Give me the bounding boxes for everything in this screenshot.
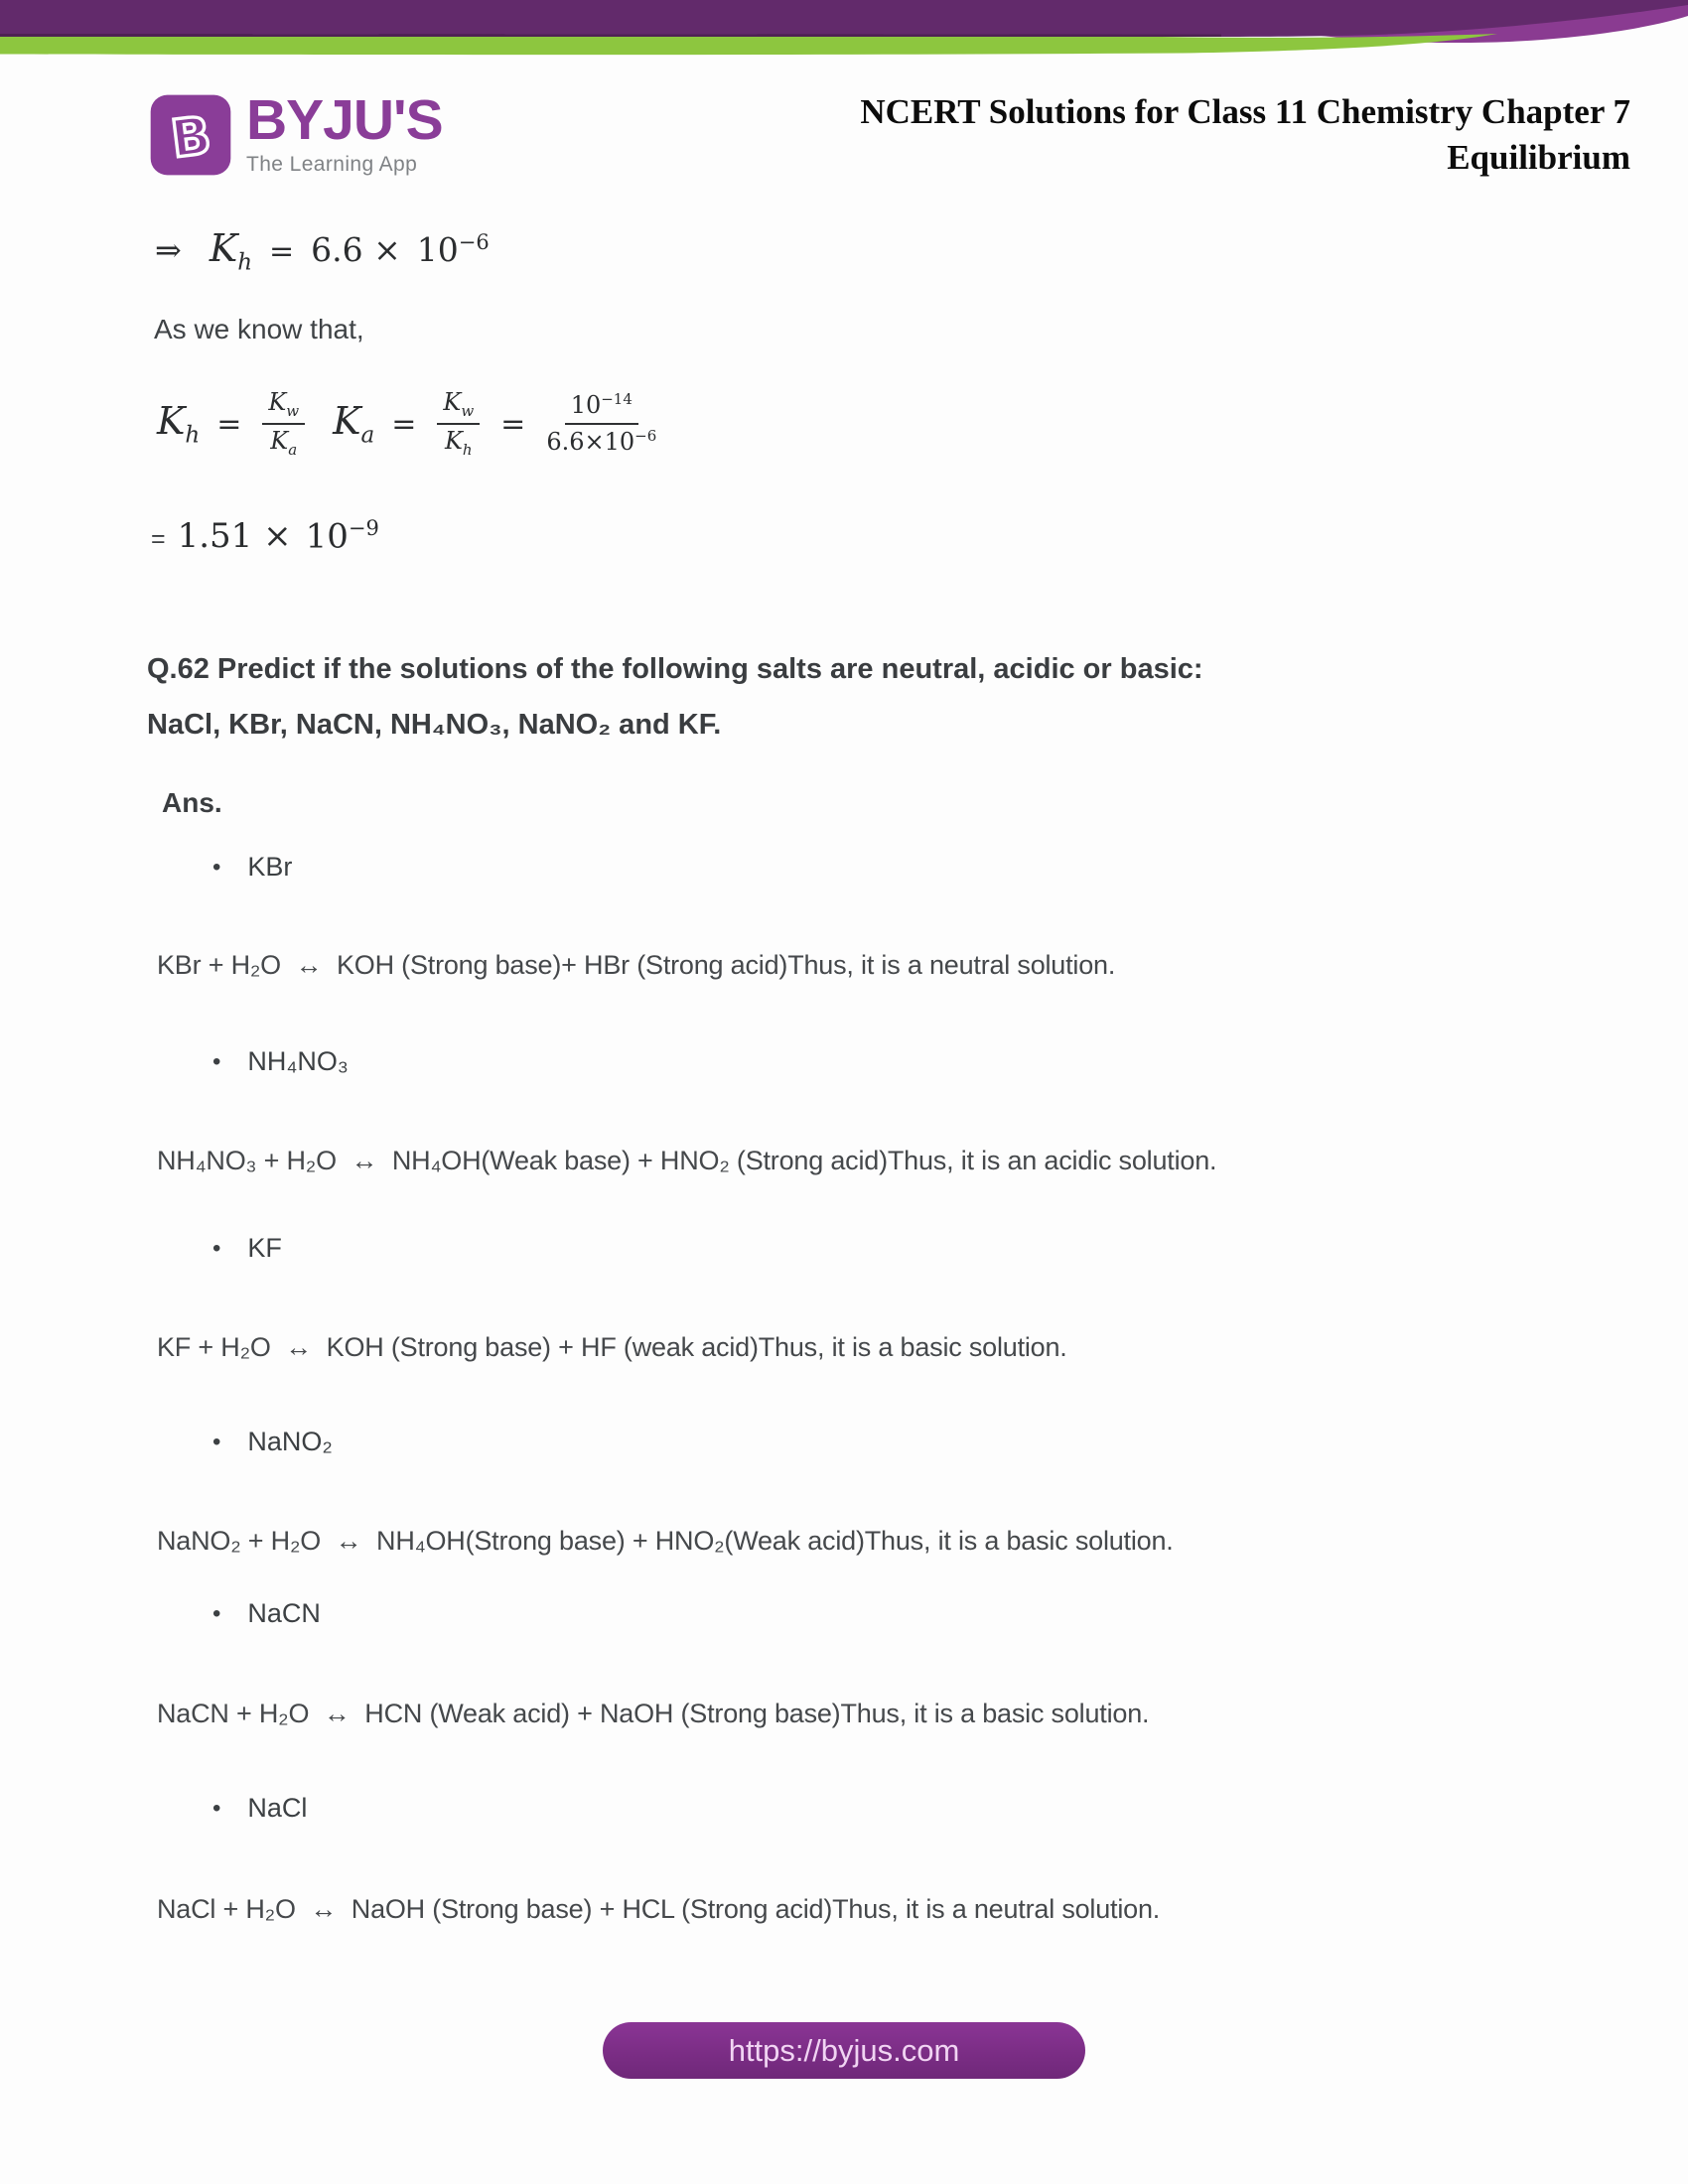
byjus-b-icon (149, 93, 232, 177)
equation-kf: KF + H₂O ↔ KOH (Strong base) + HF (weak acid)Thus, it is a basic solution. (157, 1332, 1067, 1362)
bullet-item-nacl: • NaCl (212, 1793, 307, 1824)
bullet-item-kbr: • KBr (212, 852, 292, 883)
svg-text:B: B (168, 105, 214, 171)
equals-sign: = (216, 406, 242, 442)
variable-kh: $K_h$ (157, 399, 201, 449)
power-of-ten: $10^{-6}$ (416, 230, 490, 269)
question-salts-list: NaCl, KBr, NaCN, NH₄NO₃, NaNO₂ and KF. (147, 709, 722, 741)
equals-sign: = (500, 406, 526, 442)
variable-ka: $K_a$ (333, 399, 375, 449)
variable-kh: $K_h$ (209, 226, 253, 276)
numerator: $K_w$ (262, 389, 305, 425)
exponent: −9 (348, 516, 379, 540)
denominator: $K_h$ (444, 427, 473, 459)
title-line-1: NCERT Solutions for Class 11 Chemistry Chapter 7 (860, 92, 1630, 131)
numerator: $10^{-14}$ (565, 391, 638, 425)
fraction-numeric (546, 391, 656, 456)
page-title (860, 89, 1630, 181)
brand-tagline: The Learning App (246, 153, 418, 177)
equation-nacn: NaCN + H₂O ↔ HCN (Weak acid) + NaOH (Strong base)Thus, it is a basic solution. (157, 1699, 1150, 1728)
equals-sign: = (269, 234, 295, 269)
banner-green-band (0, 34, 1497, 55)
banner-dark-purple-band (0, 0, 1688, 37)
fraction-kw-over-ka (262, 389, 305, 459)
equals-sign: = (391, 406, 417, 442)
equation-nano2: NaNO₂ + H₂O ↔ NH₄OH(Strong base) + HNO₂(Weak acid)Thus, it is a basic solution. (157, 1526, 1174, 1556)
answer-label: Ans. (162, 787, 222, 818)
title-line-2: Equilibrium (1447, 138, 1630, 177)
question-heading: Q.62 Predict if the solutions of the following salts are neutral, acidic or basic: (147, 653, 1203, 685)
equals-sign: = (151, 525, 166, 554)
banner-divider-line (0, 34, 1221, 37)
equation-nacl: NaCl + H₂O ↔ NaOH (Strong base) + HCL (Strong acid)Thus, it is a neutral solution. (157, 1894, 1161, 1924)
denominator: $6.6\times 10^{-6}$ (546, 427, 657, 457)
footer-url-button[interactable]: https://byjus.com (603, 2022, 1085, 2079)
result-value (151, 516, 379, 556)
formula-kh-relation (157, 389, 660, 459)
fraction-kw-over-kh (437, 389, 480, 459)
denominator: $K_a$ (270, 427, 298, 459)
numerator: $K_w$ (437, 389, 480, 425)
implies-arrow: ⇒ (155, 231, 182, 269)
power-of-ten: $10^{-9}$ (305, 516, 379, 557)
byjus-logo (149, 88, 443, 177)
coefficient: 6.6 × (311, 230, 401, 269)
result-coefficient: 1.51 × (177, 516, 292, 557)
subscript-h: h (237, 249, 253, 276)
brand-name: BYJU'S (246, 88, 443, 152)
bullet-item-kf: • KF (212, 1233, 282, 1264)
equation-kbr: KBr + H₂O ↔ KOH (Strong base)+ HBr (Strong acid)Thus, it is a neutral solution. (157, 950, 1116, 980)
equation-nh4no3: NH₄NO₃ + H₂O ↔ NH₄OH(Weak base) + HNO₂ (Strong acid)Thus, it is an acidic solution. (157, 1146, 1217, 1175)
bullet-item-nacn: • NaCN (212, 1598, 321, 1629)
exponent: −6 (458, 230, 490, 254)
bullet-item-nano2: • NaNO₂ (212, 1427, 333, 1457)
formula-kh-value (155, 226, 490, 276)
intro-text: As we know that, (154, 314, 364, 344)
logo-text (246, 88, 443, 177)
bullet-item-nh4no3: • NH₄NO₃ (212, 1046, 349, 1077)
